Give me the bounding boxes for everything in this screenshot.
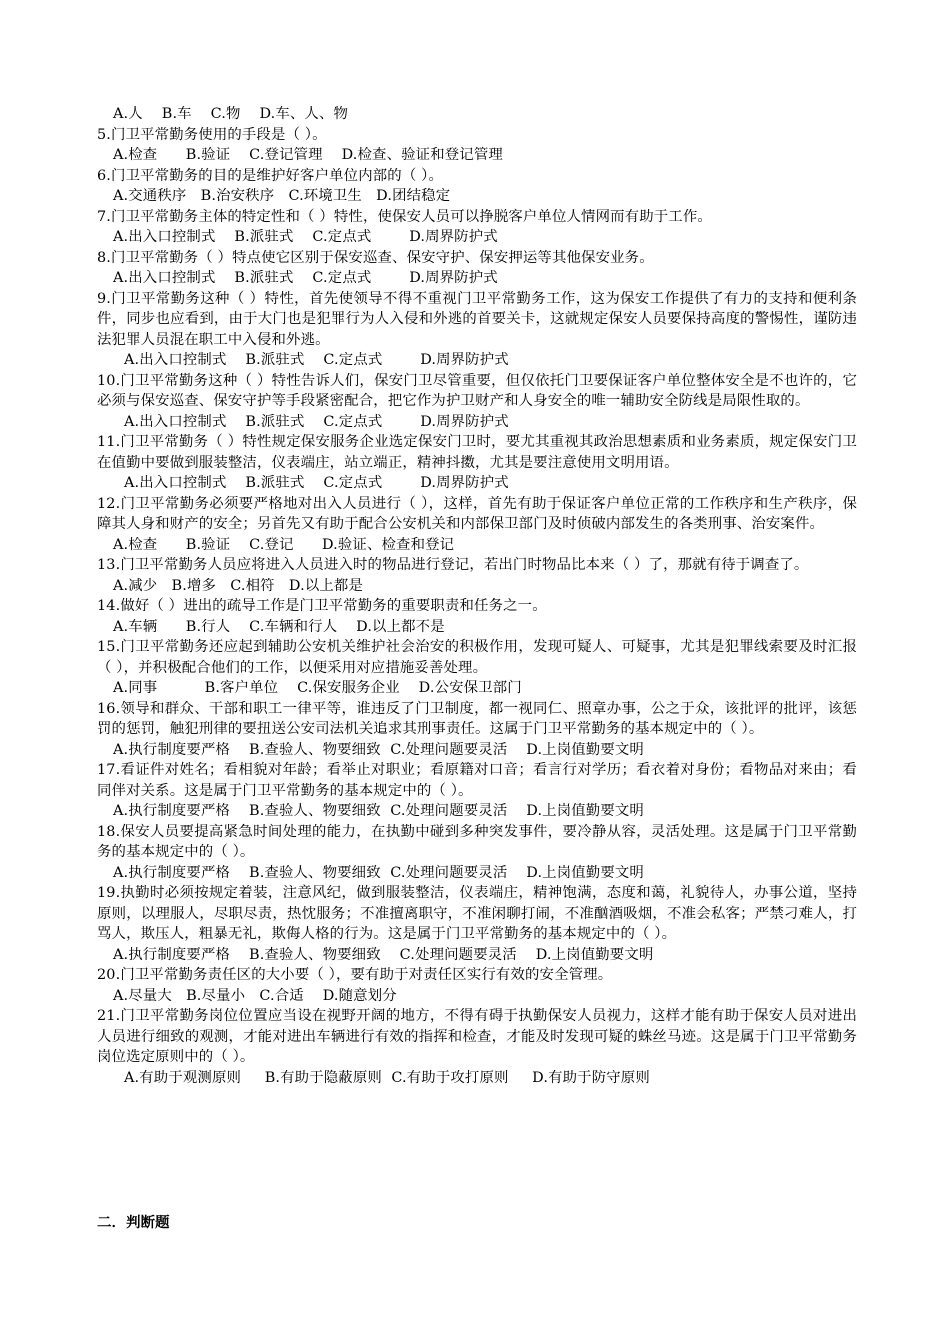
option-a: A.出入口控制式 (124, 413, 227, 430)
option-b: B.查验人、物要细致 (248, 803, 381, 819)
question-text: 10.门卫平常勤务这种（ ）特性告诉人们，保安门卫尽管重要，但仅依托门卫要保证客户单位整体安全是不也许的，它必须与保安巡查、保安守护等手段紧密配合，把它作为护卫财产和人身安全的唯一辅助安全防线是局限性取的。 (97, 372, 857, 409)
question-item (97, 289, 857, 371)
options-row (97, 186, 857, 207)
option-a: A.出入口控制式 (124, 475, 227, 491)
options-row (97, 678, 857, 699)
option-d: D.公安保卫部门 (418, 680, 522, 696)
options-row (97, 740, 857, 761)
options-row (97, 145, 857, 166)
option-d: D.有助于防守原则 (532, 1069, 650, 1086)
option-b: B.派驻式 (234, 270, 294, 286)
option-c: C.有助于攻打原则 (391, 1069, 509, 1086)
option-b: B.车 (161, 106, 192, 122)
option-b: B.查验人、物要细致 (248, 741, 381, 758)
question-text: 8.门卫平常勤务（ ）特点使它区别于保安巡查、保安守护、保安押运等其他保安业务。 (97, 249, 654, 266)
options-row (97, 945, 857, 966)
option-d: D.上岗值勤要文明 (526, 864, 644, 881)
option-b: B.派驻式 (234, 229, 294, 245)
question-text: 13.门卫平常勤务人员应将进入人员进入时的物品进行登记，若出门时物品比本来（ ）了，那就有待于调查了。 (97, 557, 809, 573)
question-text: 5.门卫平常勤务使用的手段是（ ）。 (97, 126, 327, 143)
question-text: 21.门卫平常勤务岗位位置应当设在视野开阔的地方，不得有碍于执勤保安人员视力，这样才能有助于保安人员对进出人员进行细致的观测，才能对进出车辆进行有效的指挥和检查，才能及时发现可疑的蛛丝马迹。这是属于门卫平常勤务岗位选定原则中的（ ）。 (97, 1008, 857, 1065)
option-c: C.定点式 (323, 413, 383, 430)
option-c: C.环境卫生 (288, 188, 362, 204)
option-d: D.上岗值勤要文明 (526, 803, 644, 819)
option-b: B.增多 (171, 577, 217, 594)
option-b: B.治安秩序 (200, 188, 275, 204)
question-item (97, 1006, 857, 1088)
options-row (97, 104, 857, 125)
options-row (97, 986, 857, 1007)
option-d: D.周界防护式 (420, 352, 509, 368)
option-c: C.登记 (249, 536, 294, 553)
question-item (97, 965, 857, 1006)
option-c: C.处理问题要灵活 (390, 803, 508, 819)
option-b: B.客户单位 (204, 680, 279, 696)
question-item (97, 822, 857, 884)
option-c: C.车辆和行人 (249, 618, 338, 635)
option-b: B.行人 (185, 618, 231, 635)
question-item (97, 760, 857, 822)
option-d: D.周界防护式 (420, 475, 509, 491)
question-item (97, 883, 857, 965)
options-row (97, 227, 857, 248)
option-b: B.查验人、物要细致 (248, 946, 381, 963)
option-b: B.查验人、物要细致 (248, 864, 381, 881)
option-b: B.验证 (185, 147, 231, 163)
question-text: 20.门卫平常勤务责任区的大小要（ ），要有助于对责任区实行有效的安全管理。 (97, 967, 613, 983)
option-d: D.验证、检查和登记 (321, 536, 455, 553)
option-a: A.执行制度要严格 (113, 946, 231, 963)
option-b: B.尽量小 (186, 987, 246, 1004)
question-item (97, 166, 857, 207)
option-b: B.派驻式 (245, 475, 305, 491)
options-row (97, 350, 857, 371)
option-a: A.人 (113, 106, 143, 122)
question-item (97, 596, 857, 637)
option-c: C.定点式 (323, 352, 383, 368)
option-d: D.车、人、物 (259, 106, 349, 122)
question-text: 18.保安人员要提高紧急时间处理的能力，在执勤中碰到多种突发事件，要冷静从容，灵活处理。这是属于门卫平常勤务的基本规定中的（ ）。 (97, 823, 857, 860)
options-row (97, 617, 857, 638)
option-c: C.处理问题要灵活 (390, 864, 508, 881)
options-row (97, 268, 857, 289)
option-d: D.团结稳定 (376, 188, 451, 204)
option-a: A.检查 (113, 147, 158, 163)
question-text: 11.门卫平常勤务（ ）特性规定保安服务企业选定保安门卫时，要尤其重视其政治思想素质和业务素质，规定保安门卫在值勤中要做到服装整洁，仪表端庄，站立端正，精神抖擞，尤其是要注意使用文明用语。 (97, 434, 857, 471)
option-a: A.执行制度要严格 (113, 864, 231, 881)
question-text: 9.门卫平常勤务这种（ ）特性，首先使领导不得不重视门卫平常勤务工作，这为保安工作提供了有力的支持和便利条件，同步也应看到，由于大门也是犯罪行为人入侵和外逃的首要关卡，这就规定保安人员要保持高度的警惕性，谨防违法犯罪人员混在职工中入侵和外逃。 (97, 290, 857, 348)
question-item (97, 248, 857, 289)
exam-page (97, 104, 857, 1088)
options-row (97, 1068, 857, 1089)
question-item (97, 637, 857, 699)
option-d: D.周界防护式 (409, 229, 498, 245)
question-text: 6.门卫平常勤务的目的是维护好客户单位内部的（ ）。 (97, 167, 443, 184)
options-row (97, 863, 857, 884)
option-a: A.交通秩序 (113, 188, 187, 204)
option-a: A.出入口控制式 (113, 270, 216, 286)
options-row (97, 473, 857, 494)
option-b: B.有助于隐蔽原则 (264, 1069, 382, 1086)
option-d: D.上岗值勤要文明 (535, 946, 654, 963)
option-a: A.车辆 (113, 618, 158, 635)
option-b: B.验证 (185, 536, 231, 553)
option-c: C.处理问题要灵活 (399, 946, 517, 963)
option-a: A.出入口控制式 (113, 229, 216, 245)
options-row (97, 801, 857, 822)
option-c: C.定点式 (323, 475, 383, 491)
question-text: 17.看证件对姓名；看相貌对年龄；看举止对职业；看原籍对口音；看言行对学历；看衣着对身份；看物品对来由；看同伴对关系。这是属于门卫平常勤务的基本规定中的（ ）。 (97, 762, 857, 799)
option-a: A.尽量大 (113, 987, 172, 1004)
question-text: 16.领导和群众、干部和职工一律平等，谁违反了门卫制度，都一视同仁、照章办事，公之于众，该批评的批评，该惩罚的惩罚，触犯刑律的要扭送公安司法机关追求其刑事责任。这属于门卫平常勤务的基本规定中的（ ）。 (97, 700, 857, 737)
question-item (97, 125, 857, 166)
option-a: A.同事 (113, 680, 158, 696)
question-text: 12.门卫平常勤务必须要严格地对出入人员进行（ ），这样，首先有助于保证客户单位正常的工作秩序和生产秩序，保障其人身和财产的安全；另首先又有助于配合公安机关和内部保卫部门及时侦破内部发生的各类刑事、治安案件。 (97, 495, 857, 532)
option-a: A.执行制度要严格 (113, 803, 231, 819)
option-c: C.登记管理 (249, 147, 323, 163)
option-d: D.以上都是 (288, 577, 363, 594)
option-a: A.有助于观测原则 (124, 1069, 242, 1086)
option-a: A.检查 (113, 536, 158, 553)
option-a: A.出入口控制式 (124, 352, 227, 368)
question-text: 19.执勤时必须按规定着装，注意风纪，做到服装整洁，仪表端庄，精神饱满，态度和蔼，礼貌待人，办事公道，坚持原则，以理服人，尽职尽责，热忱服务；不准擅离职守，不准闲聊打闹，不准酗酒吸烟，不准会私客；严禁刁难人，打骂人，欺压人，粗暴无礼，欺侮人格的行为。这是属于门卫平常勤务的基本规定中的（ ）。 (97, 885, 857, 942)
option-c: C.相符 (230, 577, 275, 594)
options-row (97, 535, 857, 556)
options-row (97, 412, 857, 433)
option-c: C.定点式 (312, 270, 372, 286)
question-item (97, 494, 857, 556)
option-d: D.周界防护式 (420, 413, 509, 430)
question-text: 15.门卫平常勤务还应起到辅助公安机关维护社会治安的积极作用，发现可疑人、可疑事，尤其是犯罪线索要及时汇报（ ），并积极配合他们的工作，以便采用对应措施妥善处理。 (97, 639, 857, 676)
options-row (97, 576, 857, 597)
option-c: C.合适 (259, 987, 304, 1004)
option-c: C.物 (210, 106, 241, 122)
question-item (97, 699, 857, 761)
question-item (97, 104, 857, 125)
question-item (97, 432, 857, 494)
option-d: D.上岗值勤要文明 (526, 741, 644, 758)
option-b: B.派驻式 (245, 352, 305, 368)
option-c: C.定点式 (312, 229, 372, 245)
option-c: C.处理问题要灵活 (390, 741, 508, 758)
option-a: A.减少 (113, 577, 158, 594)
question-item (97, 555, 857, 596)
section-heading: 二．判断题 (97, 1214, 170, 1231)
option-a: A.执行制度要严格 (113, 741, 231, 758)
option-d: D.以上都不是 (356, 618, 445, 635)
option-d: D.随意划分 (322, 987, 397, 1004)
option-b: B.派驻式 (245, 413, 305, 430)
option-d: D.检查、验证和登记管理 (341, 147, 503, 163)
option-c: C.保安服务企业 (297, 680, 400, 696)
question-item (97, 371, 857, 433)
question-text: 14.做好（ ）进出的疏导工作是门卫平常勤务的重要职责和任务之一。 (97, 598, 547, 614)
question-text: 7.门卫平常勤务主体的特定性和（ ）特性，使保安人员可以挣脱客户单位人情网而有助于工作。 (97, 208, 712, 225)
option-d: D.周界防护式 (409, 270, 498, 286)
question-item (97, 207, 857, 248)
